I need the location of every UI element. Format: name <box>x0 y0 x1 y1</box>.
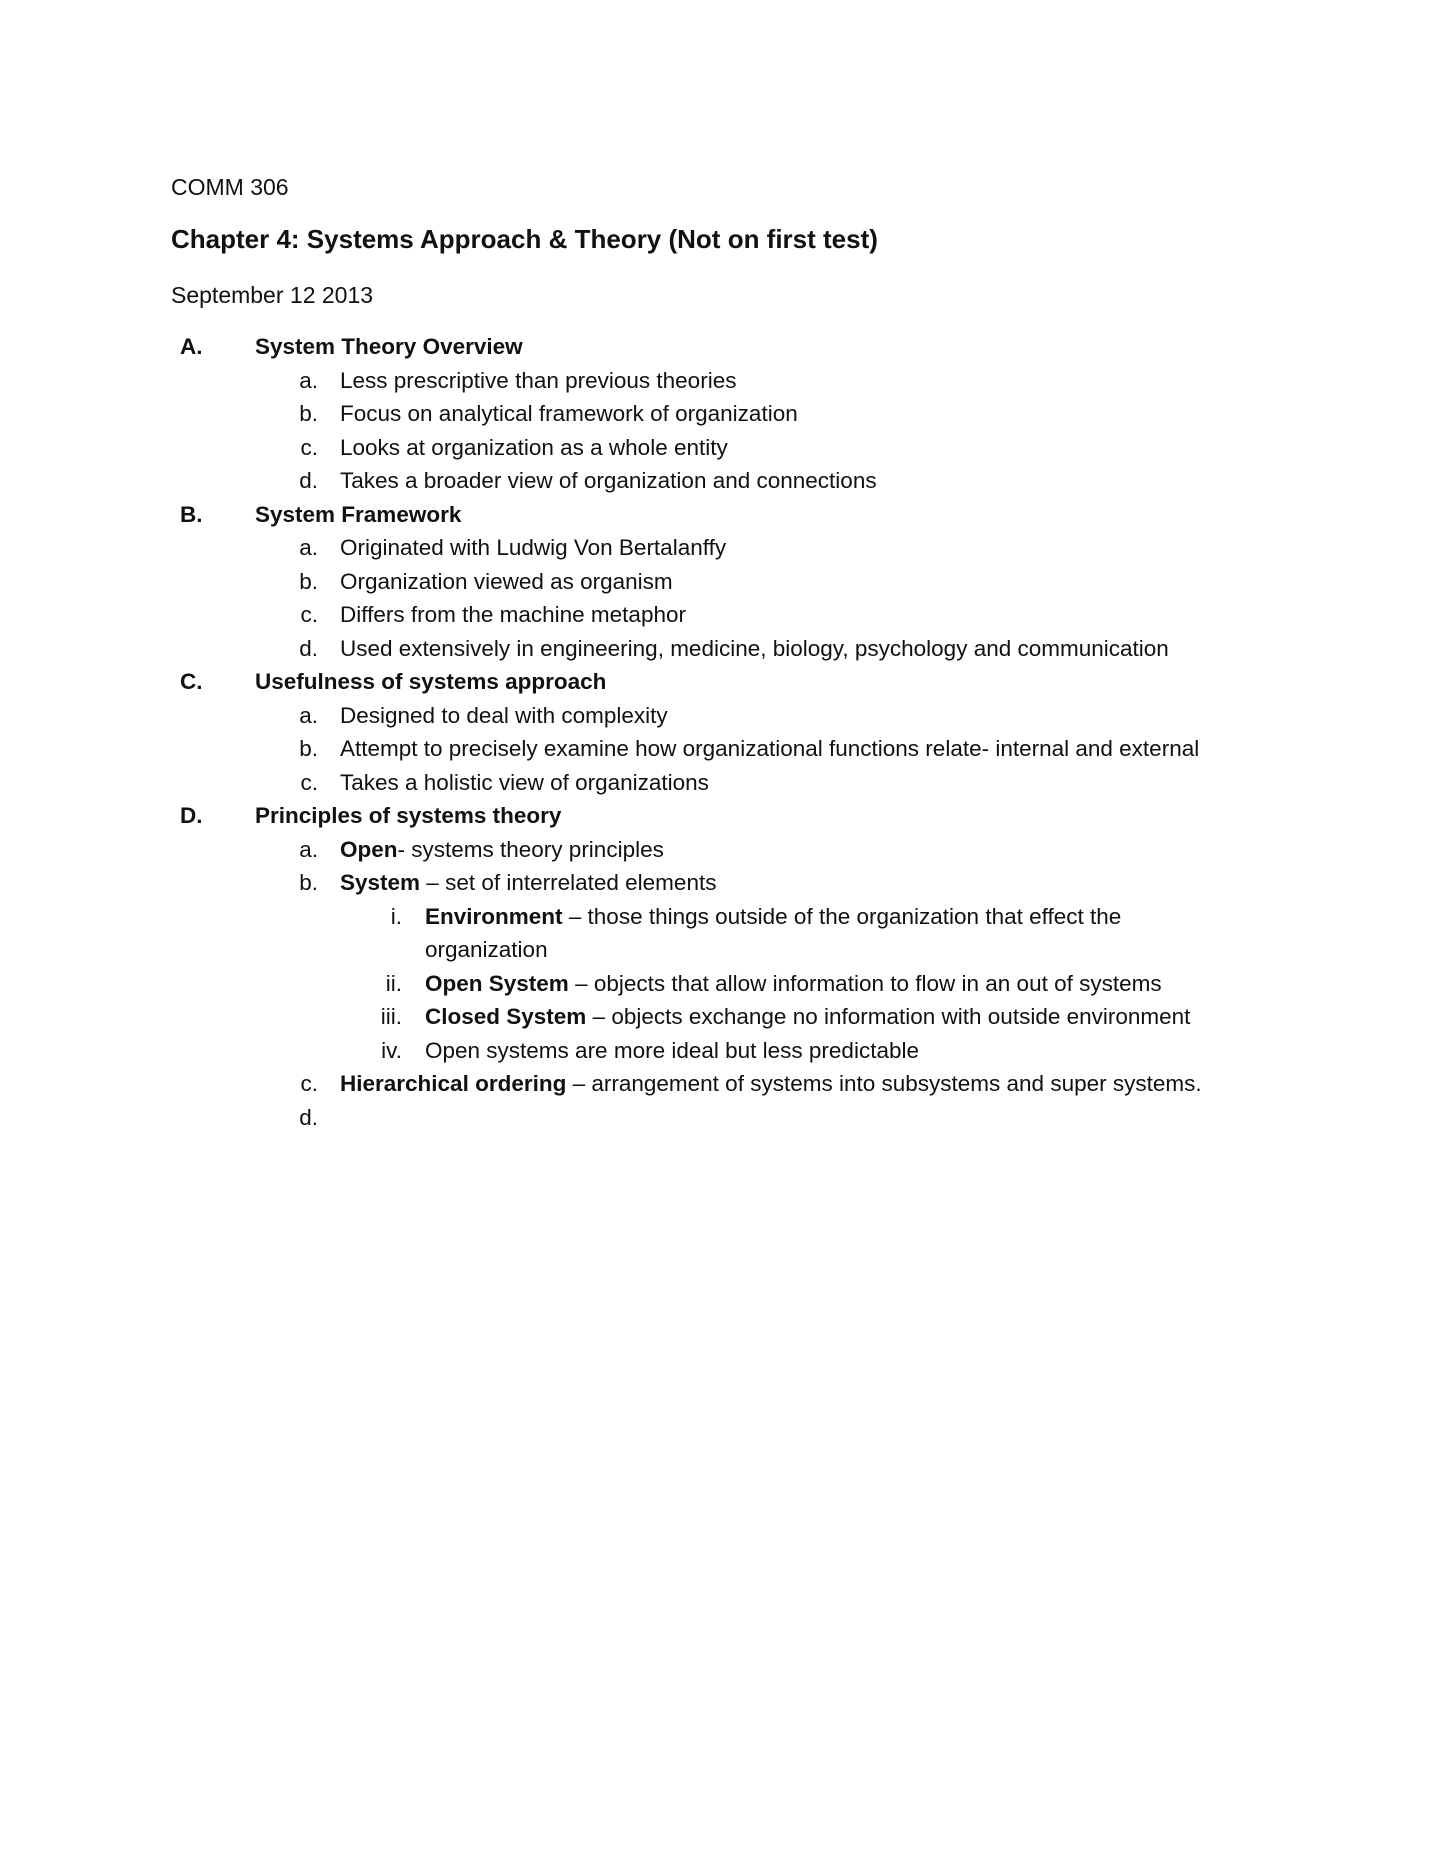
list-marker: a. <box>299 702 318 728</box>
list-marker: d. <box>299 468 318 493</box>
item-description: Takes a broader view of organization and connections <box>340 468 877 493</box>
outline-item <box>0 1101 1456 1135</box>
list-marker: c. <box>300 434 318 460</box>
list-marker: a. <box>299 836 318 862</box>
item-text <box>340 464 877 498</box>
item-description: Less prescriptive than previous theories <box>340 367 737 393</box>
outline-item <box>0 900 1456 934</box>
item-text <box>340 431 728 465</box>
list-marker: b. <box>299 568 318 594</box>
outline-item <box>0 431 1456 465</box>
list-marker: b. <box>299 401 318 426</box>
item-text <box>255 665 606 699</box>
outline-item <box>0 766 1456 800</box>
item-description: – objects exchange no information with outside environment <box>586 1004 1191 1029</box>
outline-item <box>0 699 1456 733</box>
list-marker: A. <box>180 334 203 359</box>
list-marker: b. <box>299 870 318 895</box>
item-text <box>340 833 664 867</box>
list-marker: C. <box>180 669 203 694</box>
list-marker: i. <box>390 903 402 929</box>
item-description: Differs from the machine metaphor <box>340 602 686 627</box>
outline-item <box>0 565 1456 599</box>
list-marker: c. <box>300 602 318 627</box>
item-text <box>340 364 736 398</box>
item-text <box>425 1034 919 1068</box>
list-marker: c. <box>300 1071 318 1096</box>
item-description: Focus on analytical framework of organization <box>340 401 798 426</box>
item-text <box>340 732 1199 766</box>
item-term: Closed System <box>425 1004 587 1029</box>
outline-item <box>0 397 1456 431</box>
outline-item <box>0 1067 1456 1101</box>
outline-section <box>0 799 1456 833</box>
item-description: Looks at organization as a whole entity <box>340 434 728 460</box>
item-term: Open <box>340 836 398 862</box>
outline-section <box>0 498 1456 532</box>
outline-item <box>0 598 1456 632</box>
list-marker: B. <box>180 501 203 527</box>
list-marker: a. <box>299 535 318 560</box>
item-description: Designed to deal with complexity <box>340 702 668 728</box>
item-text <box>425 933 548 967</box>
list-marker: iv. <box>381 1037 402 1063</box>
outline-section <box>0 665 1456 699</box>
item-term: System Framework <box>255 501 462 527</box>
date-line: September 12 2013 <box>171 282 374 308</box>
outline-item <box>0 732 1456 766</box>
item-text <box>425 967 1162 1001</box>
outline-item <box>0 833 1456 867</box>
item-text <box>340 598 686 632</box>
item-term: Environment <box>425 903 563 929</box>
item-text <box>340 1067 1202 1101</box>
outline-item <box>0 531 1456 565</box>
list-marker: a. <box>299 367 318 393</box>
list-marker: b. <box>299 736 318 761</box>
item-description: Originated with Ludwig Von Bertalanffy <box>340 535 727 560</box>
item-description: - systems theory principles <box>397 836 664 862</box>
item-description: Open systems are more ideal but less predictable <box>425 1037 919 1063</box>
item-text <box>340 866 716 900</box>
item-text <box>255 330 523 364</box>
item-text <box>340 565 673 599</box>
list-marker: iii. <box>380 1004 402 1029</box>
item-description: organization <box>425 937 548 962</box>
item-term: Principles of systems theory <box>255 803 562 828</box>
list-marker: ii. <box>385 970 402 996</box>
item-description: – set of interrelated elements <box>420 870 717 895</box>
item-term: System <box>340 870 421 895</box>
course-code: COMM 306 <box>171 174 289 200</box>
list-marker: d. <box>299 1104 318 1130</box>
item-description: – arrangement of systems into subsystems and super systems. <box>566 1071 1202 1096</box>
item-term: System Theory Overview <box>255 334 523 359</box>
list-marker: c. <box>300 769 318 795</box>
item-text <box>340 632 1169 666</box>
item-text <box>255 498 461 532</box>
item-text <box>255 799 561 833</box>
outline-item <box>0 1034 1456 1068</box>
item-text <box>425 1000 1190 1034</box>
outline-item <box>0 364 1456 398</box>
list-marker: D. <box>180 803 203 828</box>
item-description: Attempt to precisely examine how organizational functions relate- internal and external <box>340 736 1200 761</box>
item-description: – those things outside of the organization that effect the <box>562 903 1122 929</box>
item-term: Hierarchical ordering <box>340 1071 567 1096</box>
item-term: Usefulness of systems approach <box>255 669 607 694</box>
outline-list <box>0 330 1456 1134</box>
item-description: Organization viewed as organism <box>340 568 673 594</box>
outline-item <box>0 866 1456 900</box>
item-text <box>340 397 798 431</box>
outline-section <box>0 330 1456 364</box>
item-term: Open System <box>425 970 569 996</box>
outline-item <box>0 632 1456 666</box>
outline-item <box>0 464 1456 498</box>
item-description: Used extensively in engineering, medicine, biology, psychology and communication <box>340 635 1169 661</box>
outline-item <box>0 967 1456 1001</box>
outline-item <box>0 1000 1456 1034</box>
item-description: – objects that allow information to flow in an out of systems <box>568 970 1162 996</box>
item-description: Takes a holistic view of organizations <box>340 769 709 795</box>
item-text <box>340 766 709 800</box>
page-title: Chapter 4: Systems Approach & Theory (Not on first test) <box>171 224 878 254</box>
outline-item <box>0 933 1456 967</box>
item-text <box>340 699 668 733</box>
item-text <box>425 900 1121 934</box>
item-text <box>340 531 726 565</box>
list-marker: d. <box>299 635 318 661</box>
